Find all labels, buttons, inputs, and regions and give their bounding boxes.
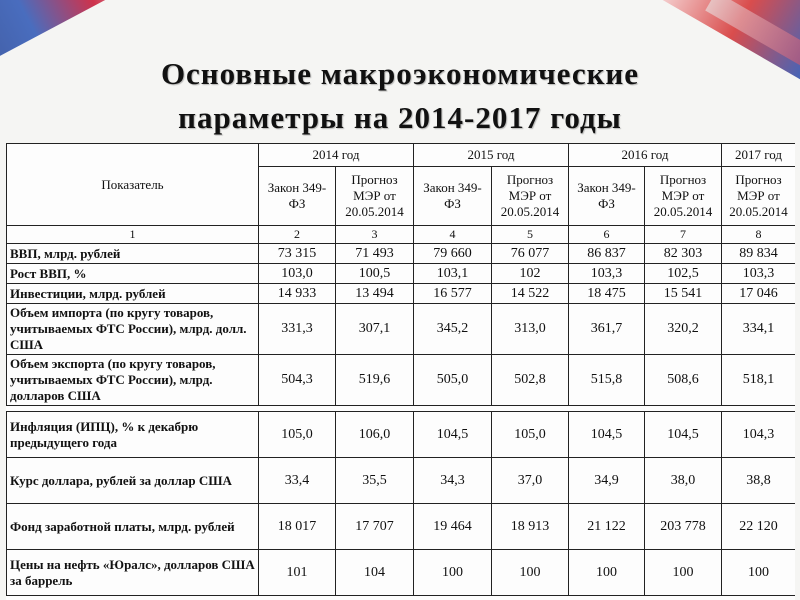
column-subheader: Закон 349-ФЗ [414, 167, 492, 226]
cell-value: 103,1 [414, 264, 492, 284]
cell-value: 76 077 [492, 244, 569, 264]
cell-value: 106,0 [336, 412, 414, 458]
row-label: Объем экспорта (по кругу товаров, учитываемых ФТС России), млрд. долларов США [7, 355, 259, 406]
table-row [7, 412, 796, 458]
cell-value: 100 [414, 550, 492, 596]
table-row [7, 504, 796, 550]
cell-value: 104,3 [722, 412, 796, 458]
cell-value: 14 933 [259, 284, 336, 304]
cell-value: 33,4 [259, 458, 336, 504]
cell-value: 22 120 [722, 504, 796, 550]
cell-value: 17 046 [722, 284, 796, 304]
cell-value: 73 315 [259, 244, 336, 264]
cell-value: 79 660 [414, 244, 492, 264]
table-row [7, 304, 796, 355]
column-number: 8 [722, 226, 796, 244]
cell-value: 104 [336, 550, 414, 596]
cell-value: 504,3 [259, 355, 336, 406]
column-number: 7 [645, 226, 722, 244]
cell-value: 34,3 [414, 458, 492, 504]
column-subheader: Прогноз МЭР от 20.05.2014 [722, 167, 796, 226]
cell-value: 105,0 [259, 412, 336, 458]
cell-value: 313,0 [492, 304, 569, 355]
cell-value: 100 [492, 550, 569, 596]
cell-value: 34,9 [569, 458, 645, 504]
cell-value: 103,3 [569, 264, 645, 284]
cell-value: 100 [645, 550, 722, 596]
cell-value: 334,1 [722, 304, 796, 355]
cell-value: 104,5 [645, 412, 722, 458]
cell-value: 519,6 [336, 355, 414, 406]
cell-value: 35,5 [336, 458, 414, 504]
column-subheader: Прогноз МЭР от 20.05.2014 [645, 167, 722, 226]
cell-value: 345,2 [414, 304, 492, 355]
cell-value: 331,3 [259, 304, 336, 355]
cell-value: 502,8 [492, 355, 569, 406]
row-label: Цены на нефть «Юралс», долларов США за баррель [7, 550, 259, 596]
table-row [7, 458, 796, 504]
column-number: 6 [569, 226, 645, 244]
cell-value: 86 837 [569, 244, 645, 264]
column-number: 4 [414, 226, 492, 244]
cell-value: 203 778 [645, 504, 722, 550]
cell-value: 105,0 [492, 412, 569, 458]
column-number: 2 [259, 226, 336, 244]
cell-value: 102 [492, 264, 569, 284]
cell-value: 320,2 [645, 304, 722, 355]
table-row [7, 284, 796, 304]
cell-value: 104,5 [414, 412, 492, 458]
cell-value: 14 522 [492, 284, 569, 304]
slide-title [0, 52, 800, 140]
year-header: 2015 год [414, 144, 569, 167]
table-sheet [6, 143, 795, 600]
cell-value: 21 122 [569, 504, 645, 550]
row-label: Рост ВВП, % [7, 264, 259, 284]
year-header: 2014 год [259, 144, 414, 167]
row-label: Инфляция (ИПЦ), % к декабрю предыдущего года [7, 412, 259, 458]
column-subheader: Закон 349-ФЗ [259, 167, 336, 226]
cell-value: 307,1 [336, 304, 414, 355]
cell-value: 508,6 [645, 355, 722, 406]
year-header: 2016 год [569, 144, 722, 167]
column-subheader: Закон 349-ФЗ [569, 167, 645, 226]
year-header: 2017 год [722, 144, 796, 167]
cell-value: 37,0 [492, 458, 569, 504]
cell-value: 505,0 [414, 355, 492, 406]
table-row [7, 244, 796, 264]
cell-value: 100 [722, 550, 796, 596]
row-label: Курс доллара, рублей за доллар США [7, 458, 259, 504]
row-label: Фонд заработной платы, млрд. рублей [7, 504, 259, 550]
row-label: Объем импорта (по кругу товаров, учитываемых ФТС России), млрд. долл. США [7, 304, 259, 355]
cell-value: 102,5 [645, 264, 722, 284]
cell-value: 18 475 [569, 284, 645, 304]
column-subheader: Прогноз МЭР от 20.05.2014 [336, 167, 414, 226]
cell-value: 38,0 [645, 458, 722, 504]
cell-value: 100 [569, 550, 645, 596]
table-row [7, 264, 796, 284]
cell-value: 515,8 [569, 355, 645, 406]
table-row [7, 550, 796, 596]
indicator-header: Показатель [7, 144, 259, 226]
cell-value: 89 834 [722, 244, 796, 264]
column-number: 1 [7, 226, 259, 244]
cell-value: 17 707 [336, 504, 414, 550]
cell-value: 71 493 [336, 244, 414, 264]
table-row [7, 355, 796, 406]
macro-parameters-table [6, 143, 795, 596]
cell-value: 15 541 [645, 284, 722, 304]
row-label: ВВП, млрд. рублей [7, 244, 259, 264]
cell-value: 104,5 [569, 412, 645, 458]
cell-value: 13 494 [336, 284, 414, 304]
column-number: 5 [492, 226, 569, 244]
column-number: 3 [336, 226, 414, 244]
cell-value: 103,0 [259, 264, 336, 284]
slide-title-line-1: Основные макроэкономические [160, 56, 640, 91]
cell-value: 82 303 [645, 244, 722, 264]
cell-value: 361,7 [569, 304, 645, 355]
cell-value: 103,3 [722, 264, 796, 284]
column-subheader: Прогноз МЭР от 20.05.2014 [492, 167, 569, 226]
cell-value: 18 017 [259, 504, 336, 550]
cell-value: 101 [259, 550, 336, 596]
cell-value: 19 464 [414, 504, 492, 550]
cell-value: 16 577 [414, 284, 492, 304]
cell-value: 18 913 [492, 504, 569, 550]
cell-value: 38,8 [722, 458, 796, 504]
cell-value: 100,5 [336, 264, 414, 284]
cell-value: 518,1 [722, 355, 796, 406]
slide-title-line-2: параметры на 2014-2017 годы [178, 100, 622, 135]
row-label: Инвестиции, млрд. рублей [7, 284, 259, 304]
